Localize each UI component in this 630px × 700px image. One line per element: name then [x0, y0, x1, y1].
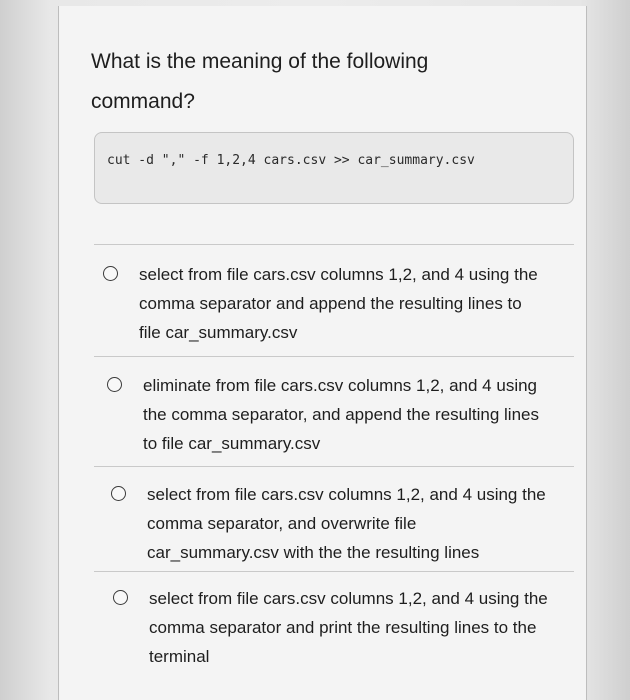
answer-option-label: select from file cars.csv columns 1,2, and 4 using the comma separator and print the resulting lines to the terminal: [149, 589, 548, 666]
question-text: What is the meaning of the following command?: [91, 50, 429, 113]
radio-button-icon[interactable]: [107, 377, 122, 392]
answer-option-label: select from file cars.csv columns 1,2, and 4 using the comma separator, and overwrite file car_summary.csv with the the resulting lines: [147, 485, 546, 562]
command-code-block: [94, 132, 574, 204]
divider: [94, 571, 574, 572]
question-card: [58, 6, 587, 700]
radio-button-icon[interactable]: [103, 266, 118, 281]
radio-button-icon[interactable]: [113, 590, 128, 605]
divider: [94, 466, 574, 467]
divider: [94, 356, 574, 357]
radio-button-icon[interactable]: [111, 486, 126, 501]
answer-option-label: select from file cars.csv columns 1,2, and 4 using the comma separator and append the resulting lines to file car_summary.csv: [139, 265, 538, 342]
command-text: cut -d "," -f 1,2,4 cars.csv >> car_summary.csv: [107, 153, 475, 168]
divider: [94, 244, 574, 245]
answer-option-label: eliminate from file cars.csv columns 1,2, and 4 using the comma separator, and append the resulting lines to file car_summary.csv: [143, 376, 539, 453]
